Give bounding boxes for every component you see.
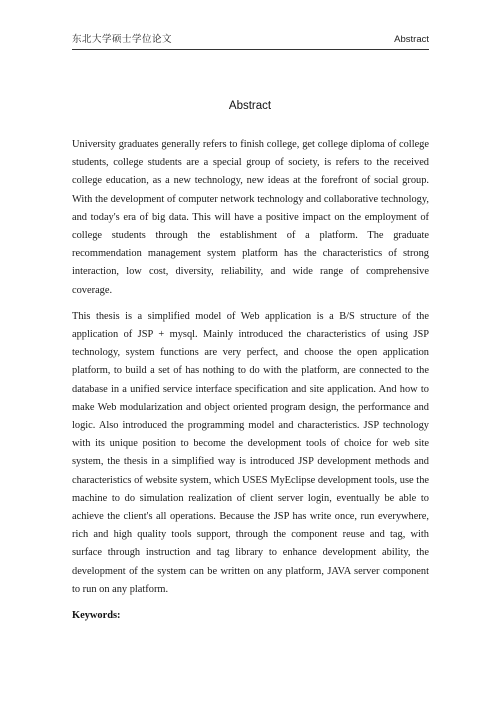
- abstract-paragraph-2: This thesis is a simplified model of Web application is a B/S structure of the application of JSP + mysql. Mainly introduced the characteristics of using JSP technology, system functions are very perfect, and choose the open application platform, to build a set of has nothing to do with the platform, are connected to the database in a unified service interface specification and site application. And how to make Web modularization and object oriented program design, the performance and logic. Also introduced the programming model and characteristics. JSP technology with its unique position to become the development tools of choice for web site system, the thesis in a simplified way is introduced JSP development methods and characteristics of website system, which USES MyEclipse development tools, use the machine to do simulation realization of client server login, eventually be able to achieve the client's all operations. Because the JSP has write once, run everywhere, rich and high quality tools support, through the component reuse and tag, with surface through instruction and tag library to enhance development ability, the development of the system can be written on any platform, JAVA server component to run on any platform.: [72, 310, 429, 595]
- header-section-name: Abstract: [394, 34, 429, 45]
- header-rule: [72, 49, 429, 50]
- abstract-body: [72, 136, 429, 625]
- running-header: [72, 33, 429, 47]
- page-title: Abstract: [228, 100, 272, 112]
- header-university-title: 东北大学硕士学位论文: [72, 34, 173, 45]
- abstract-paragraph-1: University graduates generally refers to finish college, get college diploma of college students, college students are a special group of society, is refers to the received college education, as a new technology, new ideas at the forefront of social group. With the development of computer network technology and collaborative technology, and today's era of big data. This will have a positive impact on the employment of college students through the establishment of a platform. The graduate recommendation management system platform has the characteristics of strong interaction, low cost, diversity, reliability, and wide range of comprehensive coverage.: [72, 139, 429, 296]
- keywords-label: Keywords:: [72, 610, 121, 622]
